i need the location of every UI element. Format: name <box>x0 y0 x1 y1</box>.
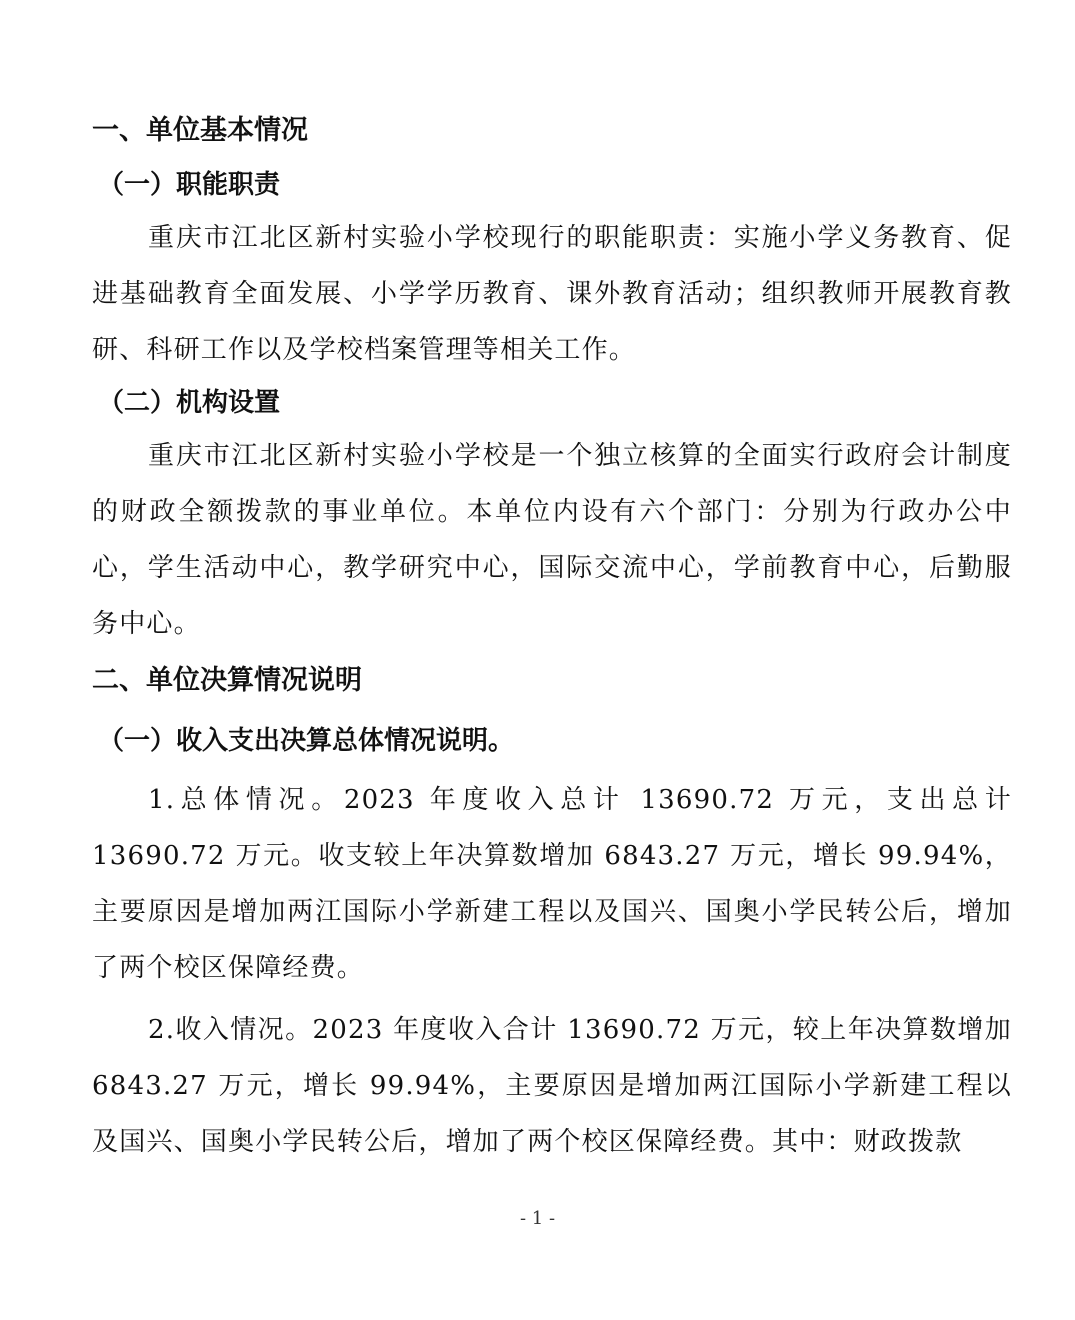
section-1-heading: 一、单位基本情况 <box>92 115 308 146</box>
document-body <box>92 108 1012 1170</box>
section-1-subheading-2: （二）机构设置 <box>98 388 281 418</box>
section-2-heading: 二、单位决算情况说明 <box>92 665 362 696</box>
section-1-subheading-1: （一）职能职责 <box>98 170 281 200</box>
page-number: - 1 - <box>519 1208 556 1229</box>
section-2-paragraph-1: 1.总体情况。2023 年度收入总计 13690.72 万元，支出总计 13690.72 万元。收支较上年决算数增加 6843.27 万元，增长 99.94%，主要原因是增加两江国际小学新建工程以及国兴、国奥小学民转公后，增加了两个校区保障经费。 <box>92 785 1012 983</box>
section-2-subheading-1: （一）收入支出决算总体情况说明。 <box>98 726 515 756</box>
section-1-paragraph-2: 重庆市江北区新村实验小学校是一个独立核算的全面实行政府会计制度的财政全额拨款的事业单位。本单位内设有六个部门：分别为行政办公中心，学生活动中心，教学研究中心，国际交流中心，学前教育中心，后勤服务中心。 <box>92 441 1012 639</box>
section-1-paragraph-1: 重庆市江北区新村实验小学校现行的职能职责：实施小学义务教育、促进基础教育全面发展、小学学历教育、课外教育活动；组织教师开展教育教研、科研工作以及学校档案管理等相关工作。 <box>92 223 1012 365</box>
section-2-paragraph-2: 2.收入情况。2023 年度收入合计 13690.72 万元，较上年决算数增加 6843.27 万元，增长 99.94%，主要原因是增加两江国际小学新建工程以及国兴、国奥小学民转公后，增加了两个校区保障经费。其中：财政拨款 <box>92 1015 1012 1157</box>
